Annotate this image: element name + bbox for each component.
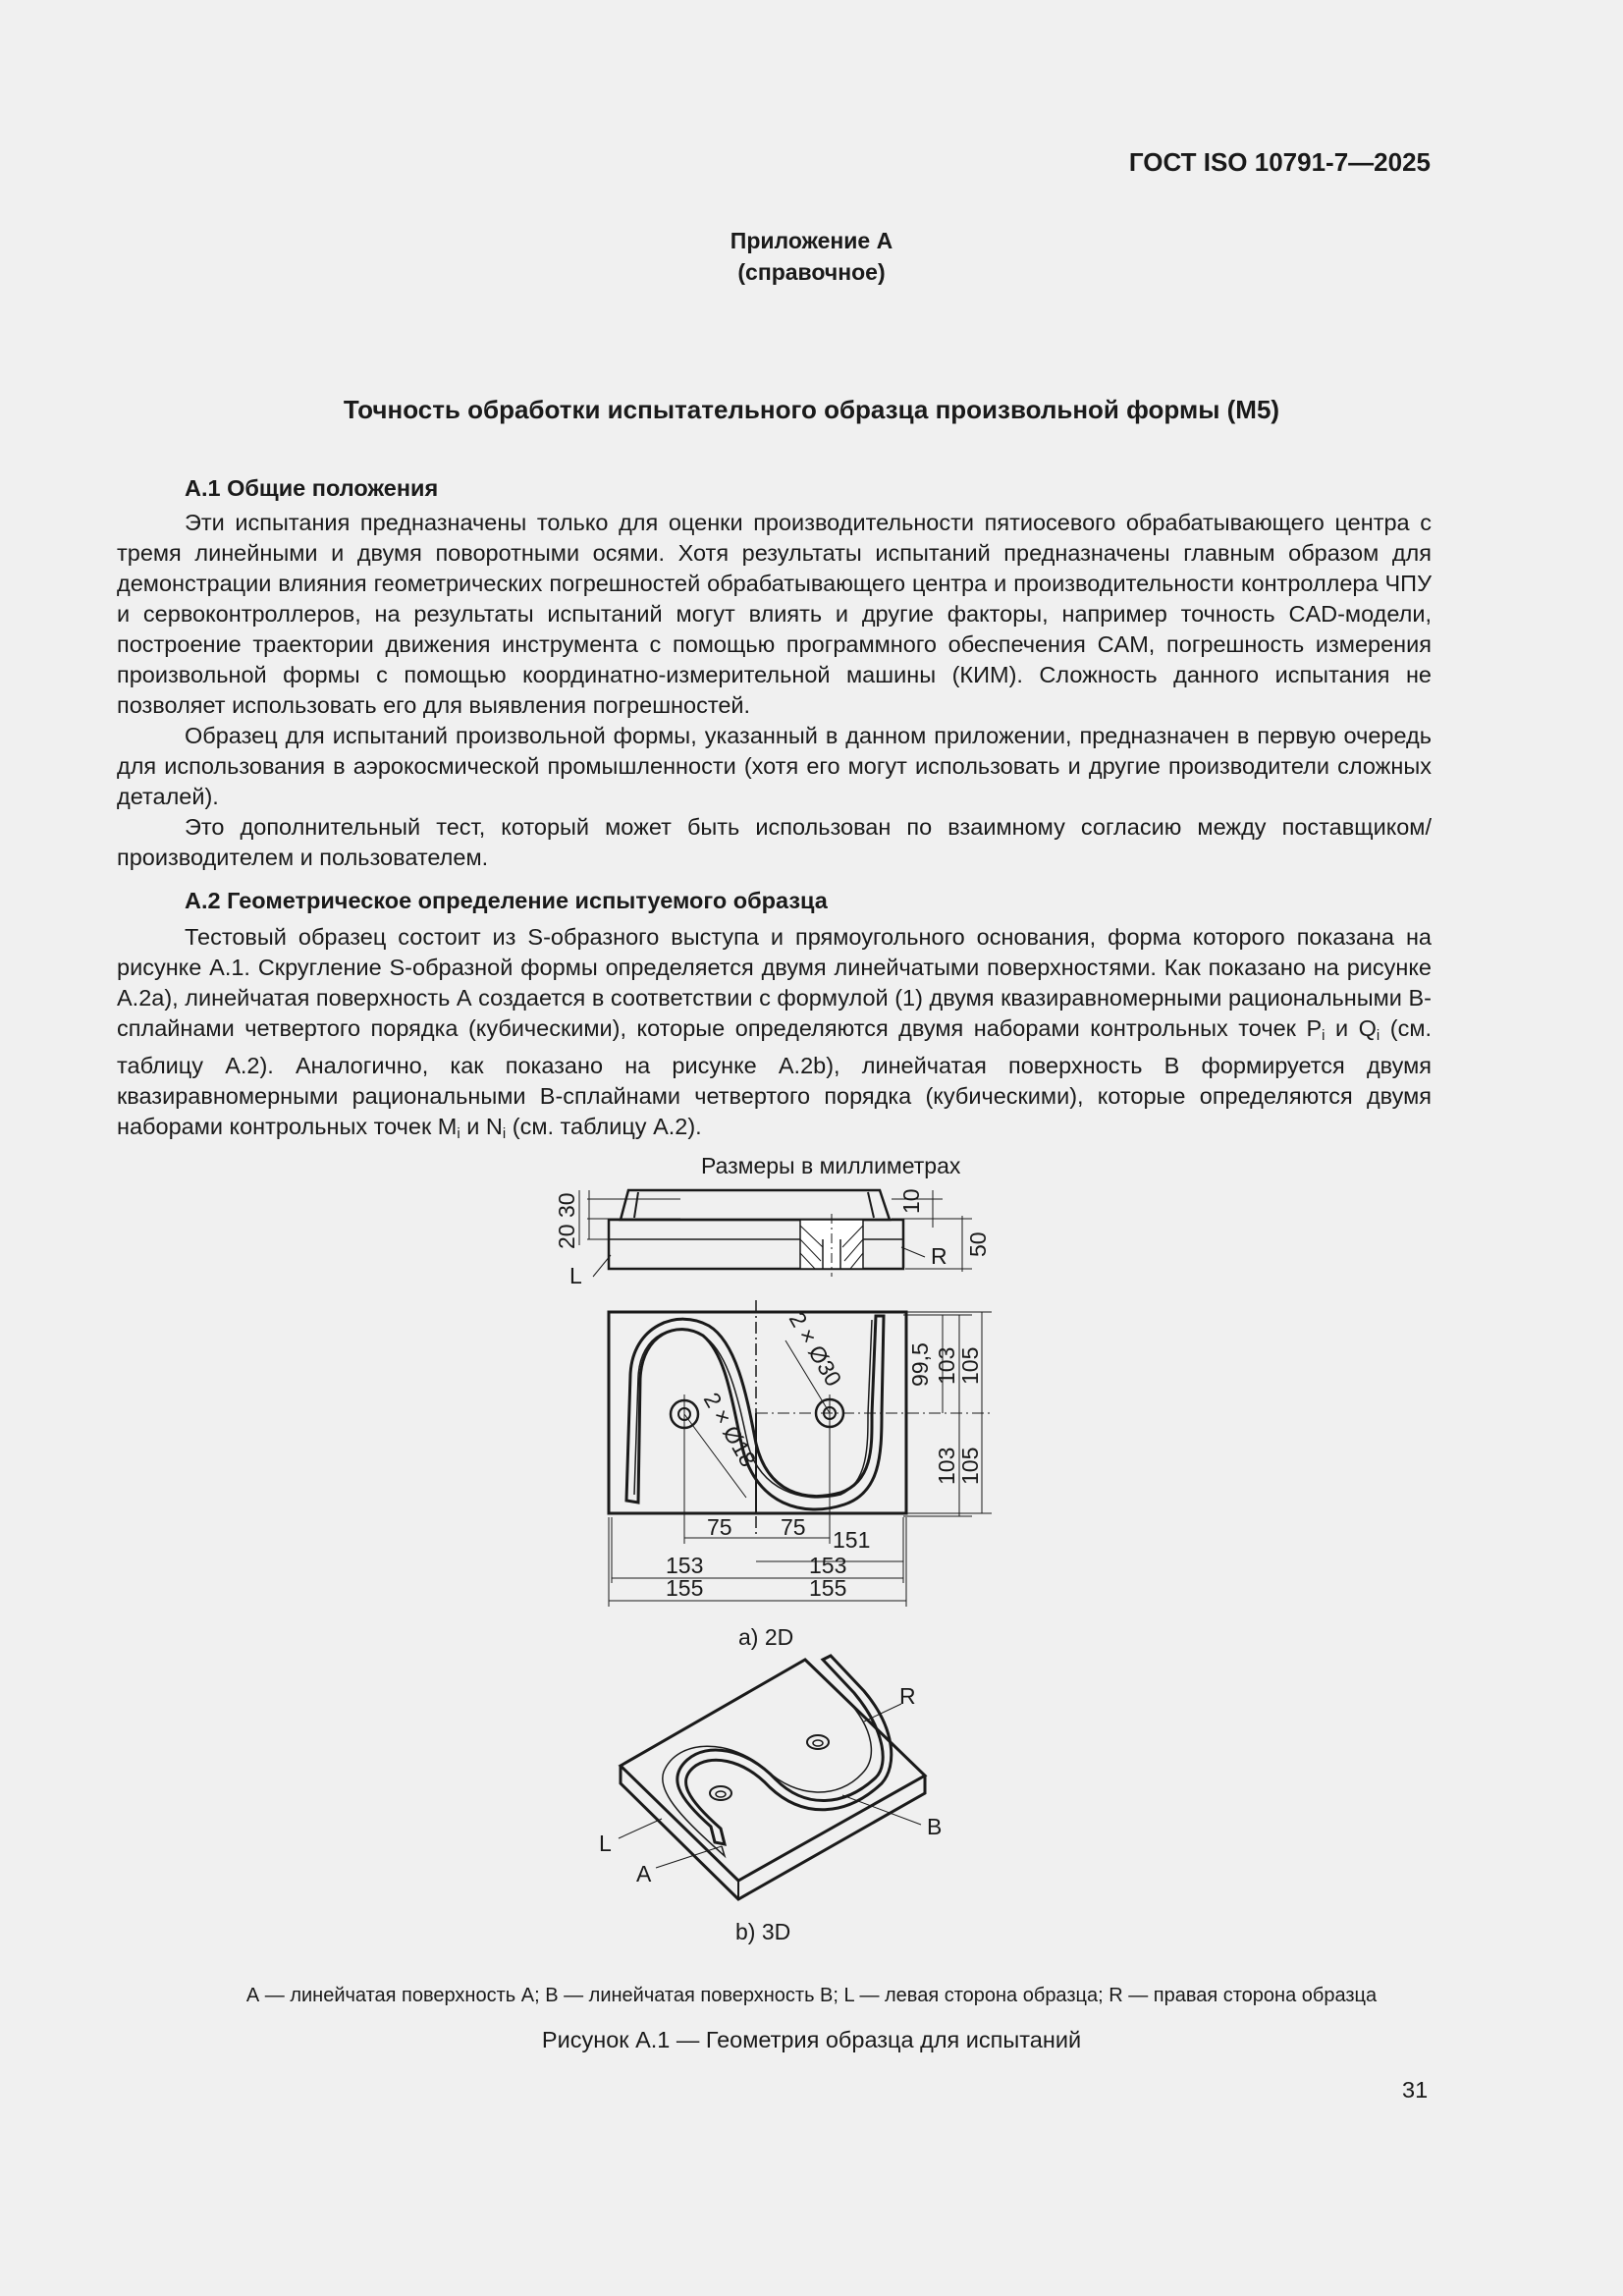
dim-105: 105 [957, 1346, 983, 1385]
dim-20: 20 [554, 1224, 579, 1249]
caption-2d: a) 2D [738, 1624, 794, 1650]
label-l-side: L [569, 1263, 582, 1288]
main-title: Точность обработки испытательного образца произвольной формы (M5) [343, 395, 1280, 424]
dim-hole-30: 2 × Ø30 [784, 1307, 847, 1391]
dim-10: 10 [898, 1188, 924, 1214]
section-a2-heading: А.2 Геометрическое определение испытуемого образца [185, 888, 828, 913]
dim-153: 153 [809, 1553, 847, 1578]
iso-label-r: R [899, 1683, 916, 1709]
dim-75: 75 [707, 1514, 732, 1540]
figure-caption: Рисунок А.1 — Геометрия образца для испытаний [541, 2027, 1082, 2052]
iso-label-b: B [927, 1814, 943, 1839]
isometric-view [619, 1656, 925, 1899]
label-r-side: R [931, 1243, 947, 1269]
page-number: 31 [1402, 2077, 1429, 2103]
dim-155: 155 [809, 1575, 847, 1601]
paragraph: Эти испытания предназначены только для оценки производительности пятиосевого обрабатывающего центра с тремя линейными и двумя поворотными осями. Хотя результаты испытаний предназначены главным образом для демонстрации влияния геометрических погрешностей обрабатывающего центра и производительности контроллера ЧПУ и сервоконтроллеров, на результаты испытаний могут влиять и другие факторы, например точность CAD-модели, построение траектории движения инструмента с помощью программного обеспечения CAM, погрешность измерения произвольной формы с помощью координатно-измерительной машины (КИМ). Сложность данного испытания не позволяет использовать его для выявления погрешностей. [117, 510, 1432, 718]
annex-kind: (справочное) [737, 259, 886, 285]
section-a1-heading: А.1 Общие положения [185, 475, 439, 501]
dim-153: 153 [666, 1553, 704, 1578]
dim-155: 155 [666, 1575, 704, 1601]
dim-151: 151 [833, 1527, 871, 1553]
dim-99-5: 99,5 [907, 1342, 933, 1387]
iso-label-l: L [599, 1831, 612, 1856]
dim-50: 50 [965, 1231, 991, 1257]
dim-75: 75 [781, 1514, 806, 1540]
annex-title: Приложение А [730, 228, 893, 253]
dim-30: 30 [554, 1192, 579, 1218]
dim-103: 103 [934, 1447, 959, 1485]
caption-3d: b) 3D [735, 1919, 791, 1944]
units-note: Размеры в миллиметрах [701, 1153, 961, 1178]
figure-legend: А — линейчатая поверхность А; B — линейчатая поверхность B; L — левая сторона образца; R — правая сторона образца [245, 1985, 1378, 2006]
iso-label-a: A [636, 1861, 652, 1886]
dim-105: 105 [957, 1447, 983, 1485]
dim-hole-18: 2 × Ø18 [698, 1388, 762, 1471]
document-header: ГОСТ ISO 10791-7—2025 [1128, 147, 1431, 177]
paragraph: Образец для испытаний произвольной формы, указанный в данном приложении, предназначен в первую очередь для использования в аэрокосмической промышленности (хотя его могут использовать и другие производители сложных деталей). [117, 723, 1432, 809]
paragraph: Тестовый образец состоит из S-образного выступа и прямоугольного основания, форма которого показана на рисунке А.1. Скругление S-образной формы определяется двумя линейчатыми поверхностями. Как показано на рисунке А.2а), линейчатая поверхность А создается в соответствии с формулой (1) двумя квазиравномерными рациональными B-сплайнами четвертого порядка (кубическими), которые определяются двумя наборами контрольных точек $P_i$ и $Q_i$ (см. таблицу А.2). Аналогично, как показано на рисунке А.2b), линейчатая поверхность B формируется двумя квазиравномерными рациональными B-сплайнами четвертого порядка (кубическими), которые определяются двумя наборами контрольных точек $M_i$ и $N_i$ (см. таблицу А.2). [117, 924, 1432, 1142]
paragraph: Это дополнительный тест, который может быть использован по взаимному согласию между поставщиком/производителем и пользователем. [117, 814, 1432, 870]
dim-103: 103 [934, 1346, 959, 1385]
